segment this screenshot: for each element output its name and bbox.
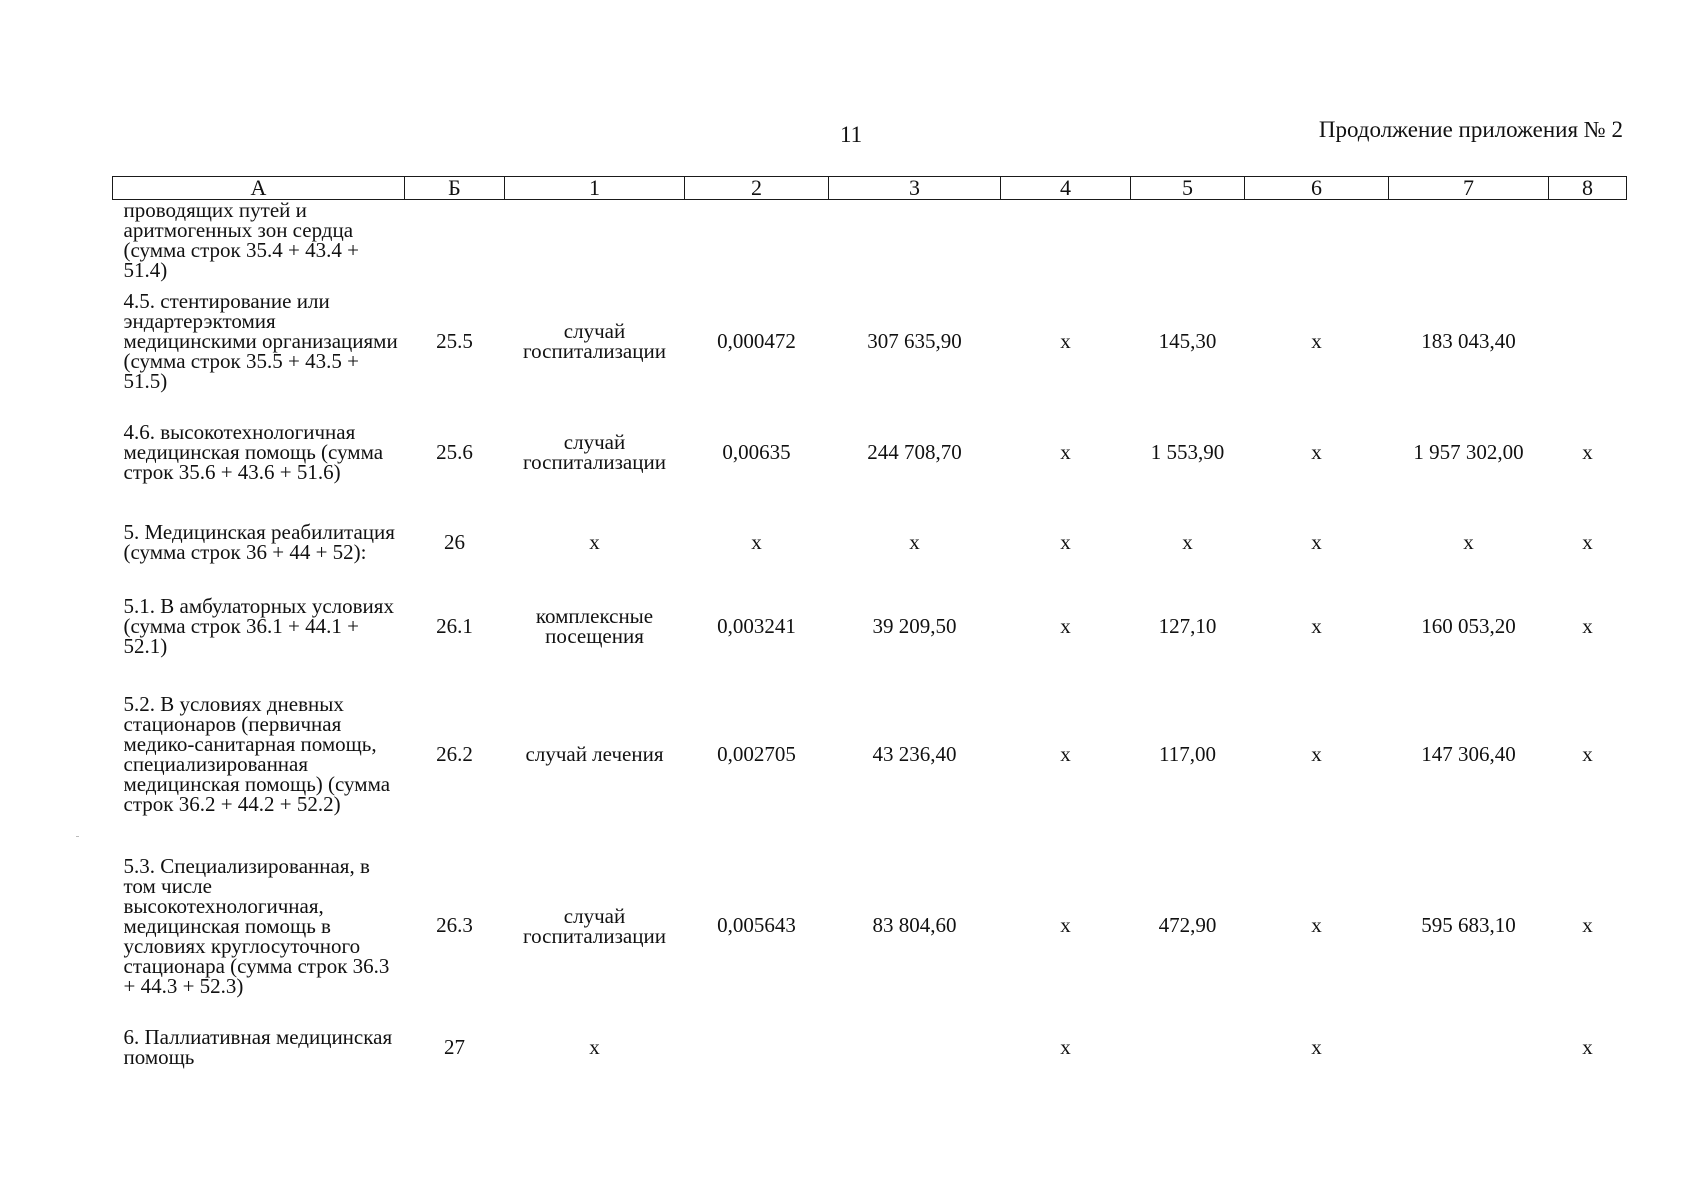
table-row (113, 502, 1627, 582)
cell-col2 (685, 200, 829, 281)
data-table (112, 176, 1627, 1081)
cell-col7: 183 043,40 (1421, 328, 1516, 353)
appendix-continuation-caption: Продолжение приложения № 2 (1318, 117, 1623, 142)
cell-col6: х (1311, 613, 1322, 638)
row-code: 26.3 (436, 913, 473, 937)
cell-col7: х (1463, 529, 1474, 554)
row-unit: комплексные посещения (535, 604, 654, 648)
cell-col4: х (1060, 741, 1071, 766)
cell-col7 (1389, 1013, 1549, 1081)
column-header: 7 (1389, 177, 1549, 200)
cell-col3: 43 236,40 (872, 741, 957, 766)
row-code: 25.6 (436, 439, 473, 464)
cell-col6: х (1311, 741, 1322, 766)
cell-col5: 127,10 (1158, 613, 1217, 638)
cell-col8: х (1582, 741, 1593, 766)
cell-col3: х (909, 529, 920, 554)
table-row (113, 200, 1627, 281)
cell-col6: х (1311, 328, 1322, 353)
cell-col8 (1549, 200, 1627, 281)
table-row (113, 1013, 1627, 1081)
column-header: 3 (829, 177, 1001, 200)
row-unit: х (589, 1035, 600, 1059)
cell-col3: 244 708,70 (867, 439, 962, 464)
cell-col5: 145,30 (1158, 328, 1217, 353)
row-name: 5. Медицинская реабилитация (сумма строк 36 + 44 + 52): (123, 520, 395, 564)
cell-col4: х (1060, 529, 1071, 554)
column-header: 6 (1245, 177, 1389, 200)
cell-col4: х (1060, 1034, 1071, 1059)
column-header: 5 (1131, 177, 1245, 200)
cell-col8: х (1582, 1034, 1593, 1059)
cell-col4 (1001, 200, 1131, 281)
row-code: 25.5 (436, 328, 473, 353)
table-row (113, 670, 1627, 838)
cell-col5: 117,00 (1159, 741, 1216, 766)
row-name: 4.6. высокотехнологичная медицинская помощь (сумма строк 35.6 + 43.6 + 51.6) (123, 420, 384, 484)
row-code: 26.2 (436, 741, 473, 766)
row-code: 27 (444, 1034, 465, 1059)
cell-col3: 307 635,90 (867, 328, 962, 353)
cell-col5: 1 553,90 (1150, 439, 1225, 464)
page-number: 11 (840, 122, 863, 147)
cell-col7: 160 053,20 (1421, 613, 1516, 638)
cell-col8: х (1582, 529, 1593, 554)
row-name: 6. Паллиативная медицинская помощь (123, 1025, 393, 1069)
scan-speck (76, 836, 79, 837)
column-header: 4 (1001, 177, 1131, 200)
row-code: 26 (444, 529, 465, 554)
table-row (113, 838, 1627, 1013)
cell-col4: х (1060, 913, 1071, 937)
column-header-row (113, 177, 1627, 200)
cell-col6: х (1311, 439, 1322, 464)
column-header: 8 (1549, 177, 1627, 200)
row-unit: х (589, 530, 600, 554)
column-header: 2 (685, 177, 829, 200)
cell-col7: 595 683,10 (1421, 913, 1516, 937)
row-unit: случай лечения (525, 742, 664, 766)
cell-col2: 0,005643 (717, 913, 796, 937)
table-row (113, 582, 1627, 670)
cell-col4: х (1060, 328, 1071, 353)
cell-col7: 147 306,40 (1421, 741, 1516, 766)
column-header: Б (405, 177, 505, 200)
cell-col2: х (751, 529, 762, 554)
row-name: 5.1. В амбулаторных условиях (сумма строк 36.1 + 44.1 + 52.1) (123, 594, 394, 658)
table-row (113, 402, 1627, 502)
column-header: 1 (505, 177, 685, 200)
cell-col6: х (1311, 1034, 1322, 1059)
row-name: 5.2. В условиях дневных стационаров (первичная медико-санитарная помощь, специализированная медицинская помощь) (сумма строк 36.2 + 44.2 + 52.2) (123, 692, 391, 816)
cell-col4: х (1060, 613, 1071, 638)
cell-col4: х (1060, 439, 1071, 464)
cell-col3: 83 804,60 (872, 913, 957, 937)
cell-col8 (1549, 280, 1627, 402)
cell-col7 (1389, 200, 1549, 281)
cell-col8: х (1582, 913, 1593, 937)
cell-col2: 0,003241 (717, 613, 796, 638)
cell-col6: х (1311, 529, 1322, 554)
cell-col8: х (1582, 439, 1593, 464)
cell-col2 (685, 1013, 829, 1081)
cell-col6: х (1311, 913, 1322, 937)
cell-col3 (829, 1013, 1001, 1081)
cell-col5 (1131, 1013, 1245, 1081)
cell-col8: х (1582, 613, 1593, 638)
row-name: 5.3. Специализированная, в том числе высокотехнологичная, медицинская помощь в условиях круглосуточного стационара (сумма строк 36.3 + 44.3 + 52.3) (123, 853, 390, 998)
row-name: проводящих путей и аритмогенных зон сердца (сумма строк 35.4 + 43.4 + 51.4) (123, 198, 359, 282)
cell-col2: 0,002705 (717, 741, 796, 766)
row-unit: случай госпитализации (523, 903, 666, 948)
cell-col7: 1 957 302,00 (1413, 439, 1524, 464)
row-name: 4.5. стентирование или эндартерэктомия медицинскими организациями (сумма строк 35.5 + 43.5 + 51.5) (123, 289, 398, 393)
cell-col6 (1245, 200, 1389, 281)
cell-col3 (829, 200, 1001, 281)
row-unit: случай госпитализации (523, 430, 666, 474)
column-header: А (113, 177, 405, 200)
cell-col2: 0,000472 (717, 328, 796, 353)
cell-col3: 39 209,50 (872, 613, 957, 638)
cell-col5: х (1182, 529, 1193, 554)
row-unit (505, 200, 685, 281)
cell-col5 (1131, 200, 1245, 281)
cell-col2: 0,00635 (722, 439, 791, 464)
row-code (405, 200, 505, 281)
cell-col5: 472,90 (1158, 913, 1217, 937)
table-row (113, 280, 1627, 402)
row-unit: случай госпитализации (523, 319, 666, 363)
row-code: 26.1 (436, 613, 473, 638)
